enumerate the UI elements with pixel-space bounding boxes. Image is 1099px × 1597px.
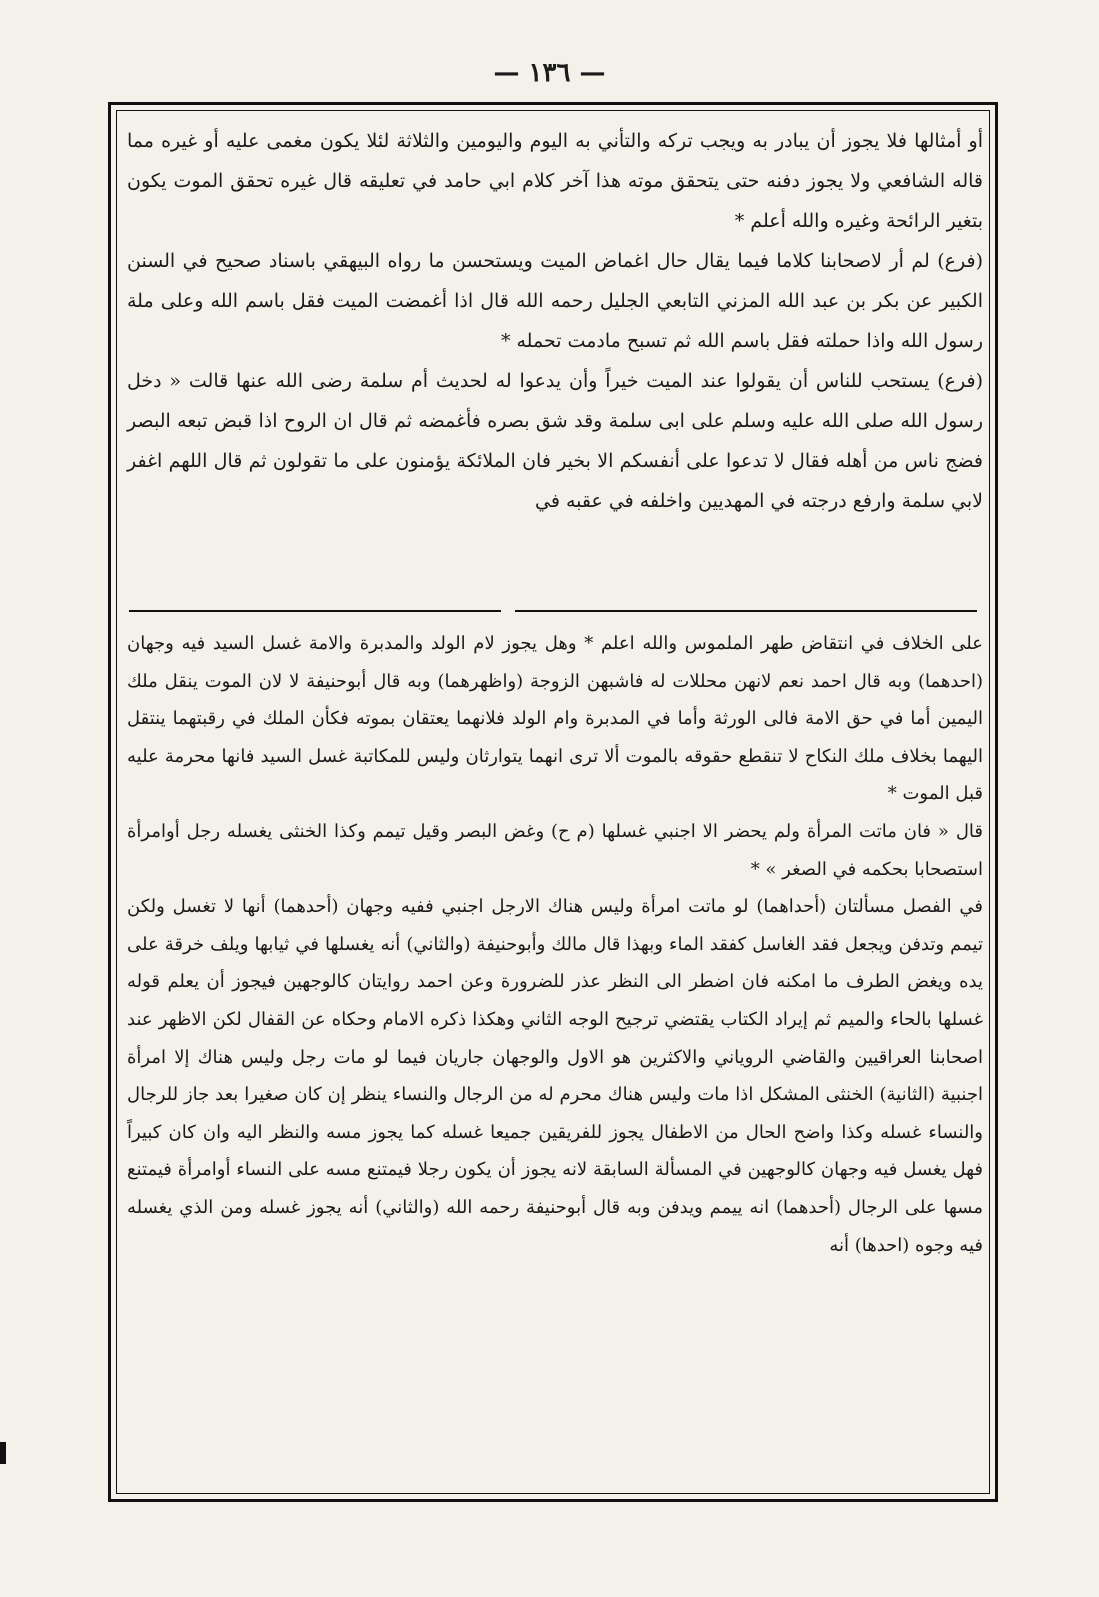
margin-mark: [0, 1442, 6, 1464]
section-separator: [129, 610, 977, 612]
commentary-text: [127, 625, 983, 1487]
commentary-paragraph: على الخلاف في انتقاض طهر الملموس والله اعلم * وهل يجوز لام الولد والمدبرة والامة غسل السيد فيه وجهان (احدهما) وبه قال احمد نعم لانهن محللات له فاشبهن الزوجة (واظهرهما) وبه قال أبوحنيفة لا لان الموت ينقل ملك اليمين أما في حق الامة فالى الورثة وأما في المدبرة وام الولد فلانهما يعتقان بموته فكأن الملك في رقبتهما ينتقل اليهما بخلاف ملك النكاح لا تنقطع حقوقه بالموت ألا ترى انهما يتوارثان وليس للمكاتبة غسل السيد فانها محرمة عليه قبل الموت *: [127, 633, 983, 805]
commentary-paragraph: في الفصل مسألتان (أحداهما) لو ماتت امرأة وليس هناك الارجل اجنبي ففيه وجهان (أحدهما) أنها لا تغسل ولكن تيمم وتدفن ويجعل فقد الغاسل كفقد الماء وبهذا قال مالك وأبوحنيفة (والثاني) أنه يغسلها في ثيابها ويلف خرقة على يده ويغض الطرف ما امكنه فان اضطر الى النظر عذر للضرورة وعن احمد روايتان كالوجهين فيجوز أن يعلم قوله غسلها بالحاء والميم ثم إيراد الكتاب يقتضي ترجيح الوجه الثاني وهكذا ذكره الامام وحكاه عن القفال لكن الاظهر عند اصحابنا العراقيين والقاضي الروياني والاكثرين هو الاول والوجهان جاريان فيما لو مات رجل وليس هناك إلا امرأة اجنبية (الثانية) الخنثى المشكل اذا مات وليس هناك محرم له من الرجال والنساء ينظر إن كان صغيرا بعد جاز للرجال والنساء غسله وكذا واضح الحال من الاطفال يجوز للفريقين جميعا غسله كما يجوز مسه والنظر اليه وان كان كبيراً فهل يغسل فيه وجهان كالوجهين في المسألة السابقة لانه يجوز أن يكون رجلا فيمتنع مسه على النساء أوامرأة فيمتنع مسها على الرجال (أحدهما) انه ييمم ويدفن وبه قال أبوحنيفة رحمه الله (والثاني) أنه يجوز غسله ومن الذي يغسله فيه وجوه (احدها) أنه: [127, 896, 983, 1256]
page-number: — ١٣٦ —: [493, 58, 606, 88]
commentary-paragraph: قال « فان ماتت المرأة ولم يحضر الا اجنبي غسلها (م ح) وغض البصر وقيل تيمم وكذا الخنثى يغسله رجل أوامرأة استصحابا بحكمه في الصغر » *: [127, 820, 983, 880]
main-paragraph: أو أمثالها فلا يجوز أن يبادر به ويجب تركه والتأني به اليوم واليومين والثلاثة لئلا يكون مغمى عليه أو غيره مما قاله الشافعي ولا يجوز دفنه حتى يتحقق موته هذا آخر كلام ابي حامد في تعليقه قال غيره تحقق الموت يكون بتغير الرائحة وغيره والله أعلم *: [127, 130, 983, 232]
page-frame: [108, 102, 998, 1502]
main-text: [127, 121, 983, 601]
main-paragraph: (فرع) لم أر لاصحابنا كلاما فيما يقال حال اغماض الميت ويستحسن ما رواه البيهقي باسناد صحيح في السنن الكبير عن بكر بن عبد الله المزني التابعي الجليل رحمه الله قال اذا أغمضت الميت فقل باسم الله وعلى ملة رسول الله واذا حملته فقل باسم الله ثم تسبح مادمت تحمله *: [127, 250, 983, 352]
main-paragraph: (فرع) يستحب للناس أن يقولوا عند الميت خيراً وأن يدعوا له لحديث أم سلمة رضى الله عنها قالت « دخل رسول الله صلى الله عليه وسلم على ابى سلمة وقد شق بصره فأغمضه ثم قال ان الروح اذا قبض تبعه البصر فضج ناس من أهله فقال لا تدعوا على أنفسكم الا بخير فان الملائكة يؤمنون على ما تقولون ثم قال اللهم اغفر لابي سلمة وارفع درجته في المهديين واخلفه في عقبه في: [127, 370, 983, 512]
separator-gap: [501, 603, 515, 617]
